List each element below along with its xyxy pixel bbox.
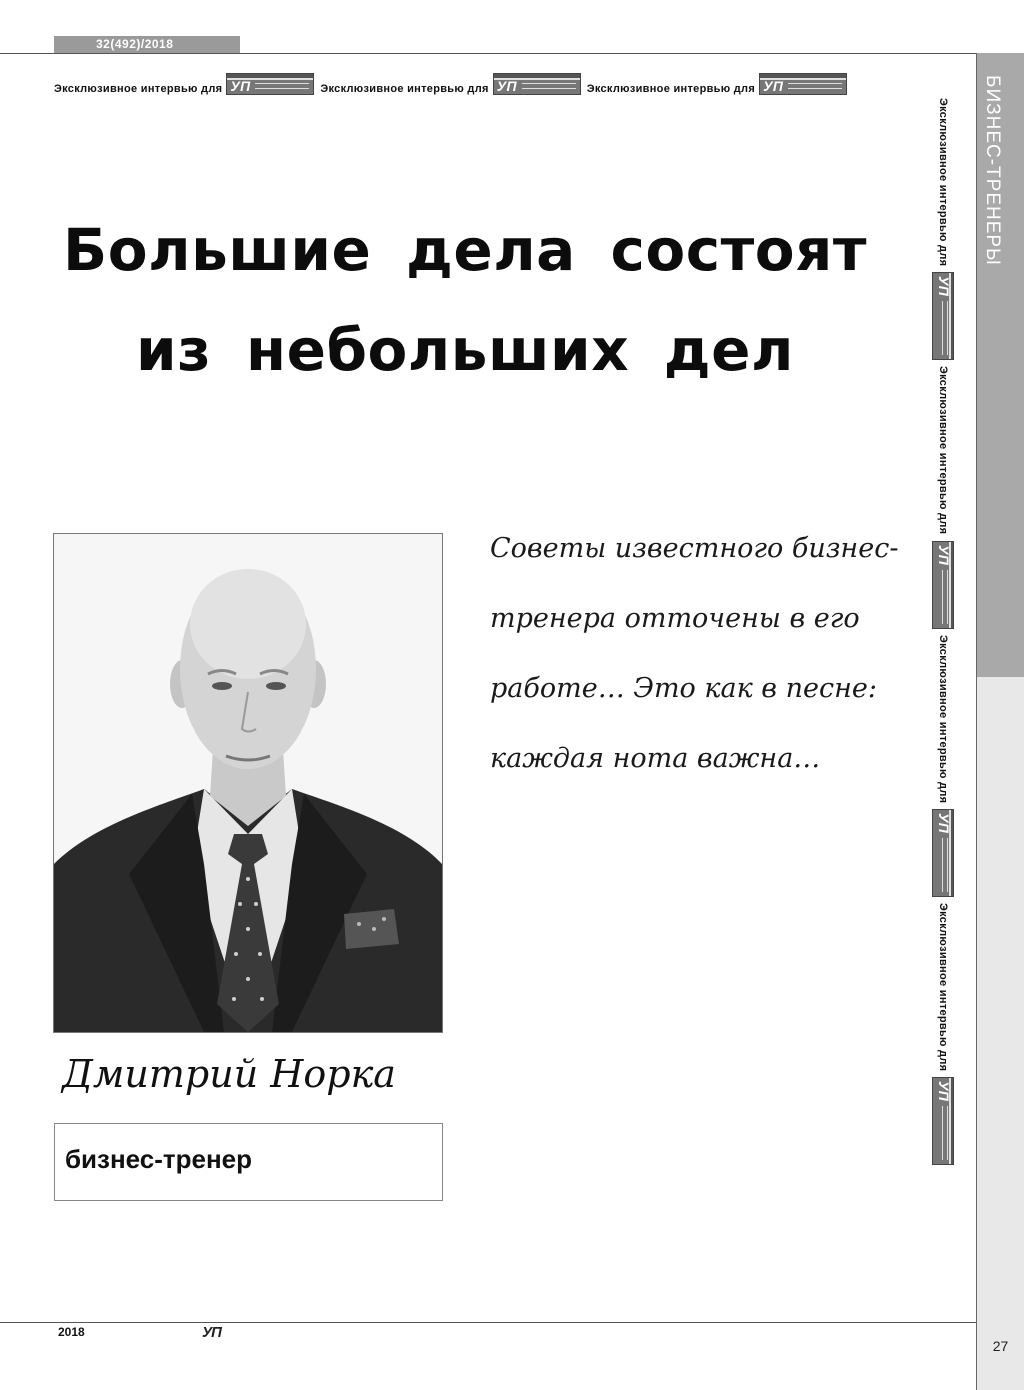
- exclusive-strip-text: Эксклюзивное интервью для: [586, 83, 756, 95]
- quote-line: Советы известного бизнес-: [490, 533, 899, 564]
- bottom-rule: [0, 1322, 976, 1323]
- exclusive-strip-text: Эксклюзивное интервью для: [937, 634, 949, 804]
- exclusive-strip-item: [54, 73, 314, 95]
- quote-line: каждая нота важна…: [490, 743, 821, 774]
- footer-logo-icon: УП: [202, 1324, 221, 1341]
- issue-number: 32(492)/2018: [54, 36, 240, 53]
- exclusive-strip-item: [320, 73, 580, 95]
- exclusive-strip-text: Эксклюзивное интервью для: [937, 98, 949, 267]
- magazine-logo-icon: [759, 73, 847, 95]
- title-line: Большие дела состоят: [63, 216, 867, 284]
- section-band: [977, 53, 1024, 677]
- magazine-logo-icon: [226, 73, 314, 95]
- author-role: бизнес-тренер: [54, 1123, 443, 1201]
- top-rule: [0, 53, 976, 54]
- article-title: [60, 200, 870, 400]
- lead-quote: [490, 514, 910, 794]
- exclusive-strip-vertical: [924, 98, 962, 1298]
- page-number: 27: [992, 1338, 1009, 1354]
- portrait-illustration: [54, 534, 442, 1032]
- exclusive-strip-text: Эксклюзивное интервью для: [937, 903, 949, 1072]
- quote-line: работе… Это как в песне:: [490, 673, 877, 704]
- magazine-logo-icon: [493, 73, 581, 95]
- quote-line: тренера отточены в его: [490, 603, 860, 634]
- magazine-logo-icon: [932, 809, 954, 897]
- title-line: из небольших дел: [136, 316, 794, 384]
- magazine-logo-icon: [932, 272, 954, 360]
- exclusive-strip-item: [587, 73, 847, 95]
- author-portrait: [53, 533, 443, 1033]
- exclusive-strip-text: Эксклюзивное интервью для: [937, 366, 949, 535]
- exclusive-strip-text: Эксклюзивное интервью для: [54, 83, 223, 95]
- magazine-logo-icon: [932, 541, 954, 629]
- author-name: Дмитрий Норка: [62, 1052, 396, 1096]
- exclusive-strip-text: Эксклюзивное интервью для: [320, 83, 489, 95]
- section-sidebar: [976, 53, 1024, 1390]
- magazine-logo-icon: [932, 1077, 954, 1165]
- section-label: БИЗНЕС-ТРЕНЕРЫ: [982, 75, 1003, 266]
- footer-year: 2018: [58, 1325, 85, 1339]
- exclusive-strip-horizontal: [54, 73, 847, 95]
